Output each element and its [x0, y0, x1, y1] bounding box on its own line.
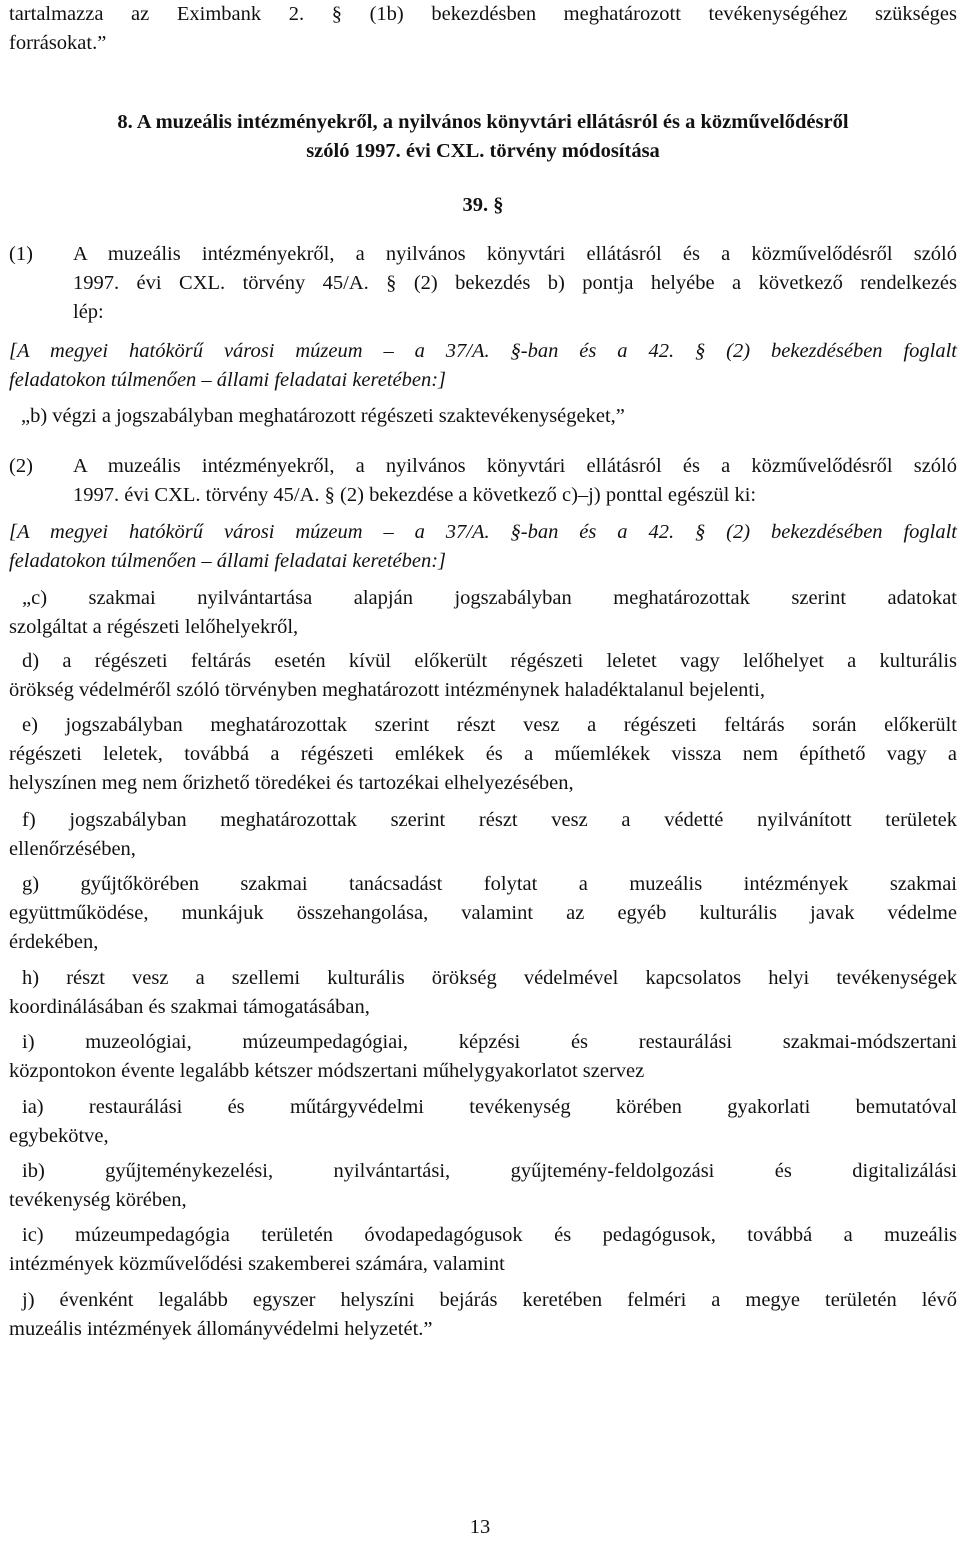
point-line: tevékenység körében, — [9, 1189, 187, 1211]
bracket-line: [A megyei hatókörű városi múzeum – a 37/A. §-ban és a 42. § (2) bekezdésében foglalt — [9, 521, 957, 543]
point-line: e) jogszabályban meghatározottak szerint részt vesz a régészeti feltárás során előkerült — [22, 714, 957, 736]
point-line: egybekötve, — [9, 1125, 109, 1147]
point-line: ellenőrzésében, — [9, 838, 136, 860]
point-ic — [9, 1221, 957, 1279]
page-number: 13 — [469, 1516, 491, 1538]
point-line: helyszínen meg nem őrizhető töredékei és tartozékai elhelyezésében, — [9, 772, 574, 794]
paragraph-line: A muzeális intézményekről, a nyilvános könyvtári ellátásról és a közművelődésről szóló — [73, 243, 957, 265]
paragraph-line: A muzeális intézményekről, a nyilvános könyvtári ellátásról és a közművelődésről szóló — [73, 455, 957, 477]
point-line: muzeális intézmények állományvédelmi helyzetét.” — [9, 1318, 433, 1340]
point-i — [9, 1028, 957, 1086]
paragraph-number: (1) — [9, 243, 33, 265]
bracketed-context — [9, 337, 957, 395]
point-line: d) a régészeti feltárás esetén kívül előkerült régészeti leletet vagy lelőhelyet a kulturális — [22, 650, 957, 672]
point-c — [9, 584, 957, 642]
point-line: érdekében, — [9, 931, 99, 953]
paragraph-1 — [9, 240, 957, 327]
point-line: régészeti leletek, továbbá a régészeti emlékek és a műemlékek vissza nem építhető vagy a — [9, 743, 957, 765]
point-line: f) jogszabályban meghatározottak szerint részt vesz a védetté nyilvánított területek — [22, 809, 957, 831]
paragraph-2 — [9, 452, 957, 510]
bracketed-context — [9, 518, 957, 576]
paragraph-line: lép: — [73, 301, 104, 323]
chapter-heading-line: 8. A muzeális intézményekről, a nyilvános könyvtári ellátásról és a közművelődésről — [117, 111, 849, 133]
point-line: intézmények közművelődési szakemberei számára, valamint — [9, 1253, 505, 1275]
intro-paragraph — [9, 0, 957, 58]
intro-line: tartalmazza az Eximbank 2. § (1b) bekezdésben meghatározott tevékenységéhez szükséges — [9, 3, 957, 25]
paragraph-line: 1997. évi CXL. törvény 45/A. § (2) bekezdés b) pontja helyébe a következő rendelkezés — [73, 272, 957, 294]
point-line: j) évenként legalább egyszer helyszíni bejárás keretében felméri a megye területén lévő — [22, 1289, 957, 1311]
point-line: ib) gyűjteménykezelési, nyilvántartási, gyűjtemény-feldolgozási és digitalizálási — [22, 1160, 957, 1182]
point-f — [9, 806, 957, 864]
point-line: ic) múzeumpedagógia területén óvodapedagógusok és pedagógusok, továbbá a muzeális — [22, 1224, 957, 1246]
point-line: i) muzeológiai, múzeumpedagógiai, képzési és restaurálási szakmai-módszertani — [22, 1031, 957, 1053]
chapter-heading — [9, 108, 957, 166]
point-g — [9, 870, 957, 957]
point-line: „c) szakmai nyilvántartása alapján jogszabályban meghatározottak szerint adatokat — [22, 587, 957, 609]
point-line: együttműködése, munkájuk összehangolása, valamint az egyéb kulturális javak védelme — [9, 902, 957, 924]
point-h — [9, 964, 957, 1022]
point-ib — [9, 1157, 957, 1215]
section-number: 39. § — [462, 194, 504, 216]
point-ia — [9, 1093, 957, 1151]
point-e — [9, 711, 957, 798]
bracket-line: feladatokon túlmenően – állami feladatai keretében:] — [9, 369, 447, 391]
point-d — [9, 647, 957, 705]
bracket-line: [A megyei hatókörű városi múzeum – a 37/A. §-ban és a 42. § (2) bekezdésében foglalt — [9, 340, 957, 362]
point-line: központokon évente legalább kétszer módszertani műhelygyakorlatot szervez — [9, 1060, 645, 1082]
point-line: ia) restaurálási és műtárgyvédelmi tevékenység körében gyakorlati bemutatóval — [22, 1096, 957, 1118]
point-line: örökség védelméről szóló törvényben meghatározott intézménynek haladéktalanul bejelenti, — [9, 679, 765, 701]
bracket-line: feladatokon túlmenően – állami feladatai keretében:] — [9, 550, 447, 572]
amended-point-b: „b) végzi a jogszabályban meghatározott régészeti szaktevékenységeket,” — [21, 405, 625, 427]
intro-line: forrásokat.” — [9, 32, 107, 54]
point-line: h) részt vesz a szellemi kulturális örökség védelmével kapcsolatos helyi tevékenységek — [22, 967, 957, 989]
paragraph-line: 1997. évi CXL. törvény 45/A. § (2) bekezdése a következő c)–j) ponttal egészül ki: — [73, 484, 757, 506]
point-line: g) gyűjtőkörében szakmai tanácsadást folytat a muzeális intézmények szakmai — [22, 873, 957, 895]
point-line: szolgáltat a régészeti lelőhelyekről, — [9, 616, 299, 638]
point-j — [9, 1286, 957, 1344]
paragraph-number: (2) — [9, 455, 33, 477]
chapter-heading-line: szóló 1997. évi CXL. törvény módosítása — [306, 140, 660, 162]
point-line: koordinálásában és szakmai támogatásában, — [9, 996, 370, 1018]
